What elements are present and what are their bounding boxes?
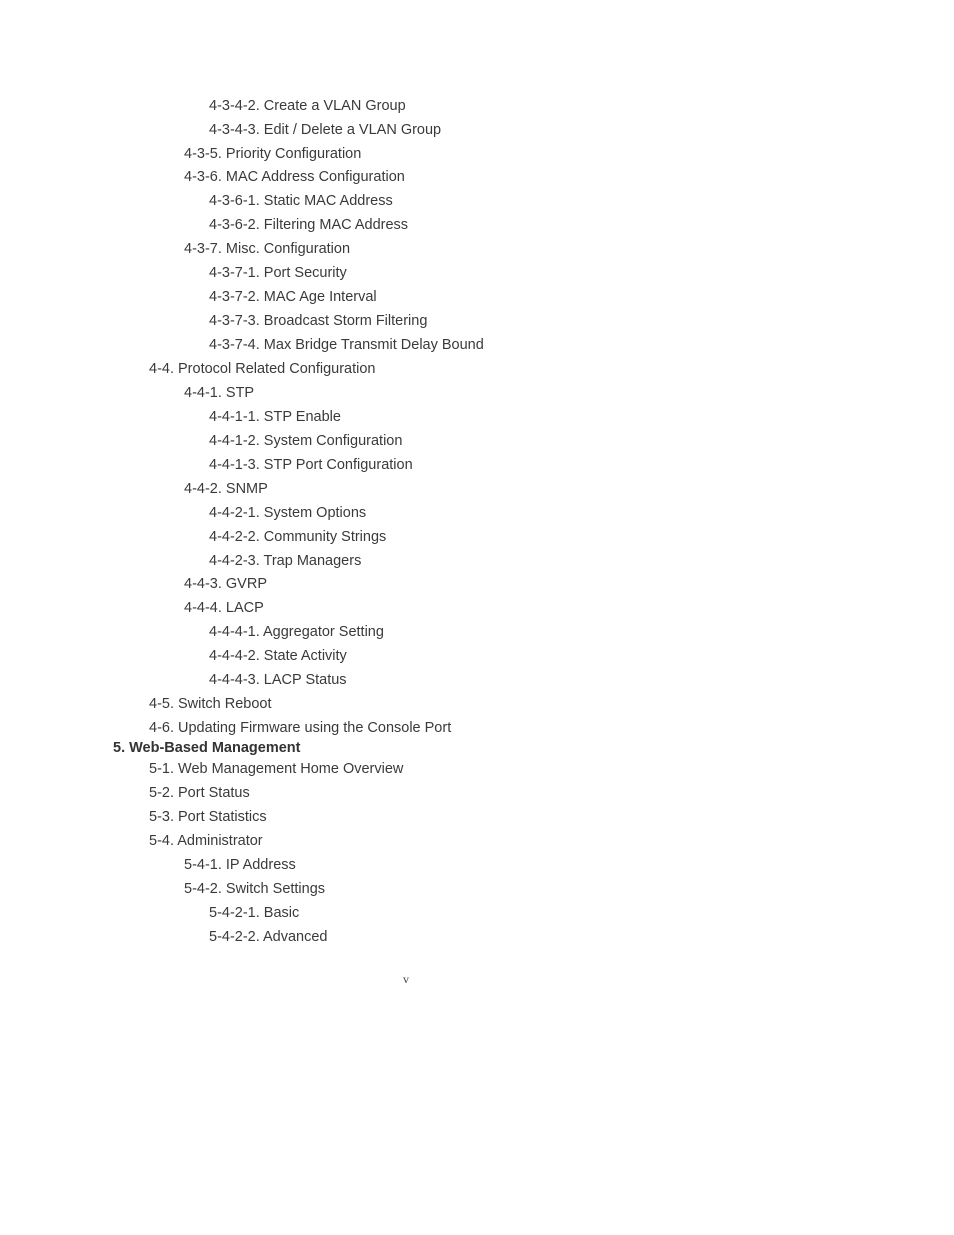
toc-entry: 5-4-2-2. Advanced (209, 929, 328, 945)
toc-entry: 4-3-6. MAC Address Configuration (184, 169, 405, 185)
toc-entry: 4-5. Switch Reboot (149, 696, 272, 712)
toc-entry: 4-4-4. LACP (184, 600, 264, 616)
toc-entry: 4-4-1-2. System Configuration (209, 433, 403, 449)
page-number: v (403, 972, 409, 986)
toc-entry: 4-4-2. SNMP (184, 481, 268, 497)
toc-entry: 5-2. Port Status (149, 785, 250, 801)
toc-entry: 4-4-2-2. Community Strings (209, 529, 387, 545)
chapter-heading: 5. Web-Based Management (113, 740, 301, 756)
toc-entry: 4-3-7-3. Broadcast Storm Filtering (209, 313, 428, 329)
toc-entry: 5-1. Web Management Home Overview (149, 761, 404, 777)
toc-entry: 4-3-5. Priority Configuration (184, 146, 362, 162)
toc-entry: 4-4-2-3. Trap Managers (209, 553, 362, 569)
toc-entry: 4-3-6-2. Filtering MAC Address (209, 217, 409, 233)
toc-entry: 4-3-7-1. Port Security (209, 265, 347, 281)
toc-entry: 4-4-4-1. Aggregator Setting (209, 624, 384, 640)
toc-entry: 4-4. Protocol Related Configuration (149, 361, 376, 377)
toc-entry: 4-4-1-3. STP Port Configuration (209, 457, 413, 473)
toc-entry: 4-4-4-3. LACP Status (209, 672, 347, 688)
toc-entry: 4-4-1-1. STP Enable (209, 409, 341, 425)
toc-entry: 5-4-2-1. Basic (209, 905, 300, 921)
toc-entry: 5-4-2. Switch Settings (184, 881, 326, 897)
toc-entry: 4-4-1. STP (184, 385, 255, 401)
toc-entry: 4-4-4-2. State Activity (209, 648, 347, 664)
toc-entry: 4-3-7-2. MAC Age Interval (209, 289, 377, 305)
toc-entry: 5-4-1. IP Address (184, 857, 296, 873)
toc-entry: 4-6. Updating Firmware using the Console Port (149, 720, 452, 736)
toc-entry: 4-3-4-2. Create a VLAN Group (209, 98, 406, 114)
toc-entry: 4-3-6-1. Static MAC Address (209, 193, 393, 209)
toc-entry: 4-4-3. GVRP (184, 576, 267, 592)
toc-entry: 4-4-2-1. System Options (209, 505, 367, 521)
toc-entry: 4-3-4-3. Edit / Delete a VLAN Group (209, 122, 442, 138)
toc-entry: 4-3-7-4. Max Bridge Transmit Delay Bound (209, 337, 484, 353)
toc-entry: 5-4. Administrator (149, 833, 263, 849)
toc-entry: 4-3-7. Misc. Configuration (184, 241, 351, 257)
toc-entry: 5-3. Port Statistics (149, 809, 267, 825)
